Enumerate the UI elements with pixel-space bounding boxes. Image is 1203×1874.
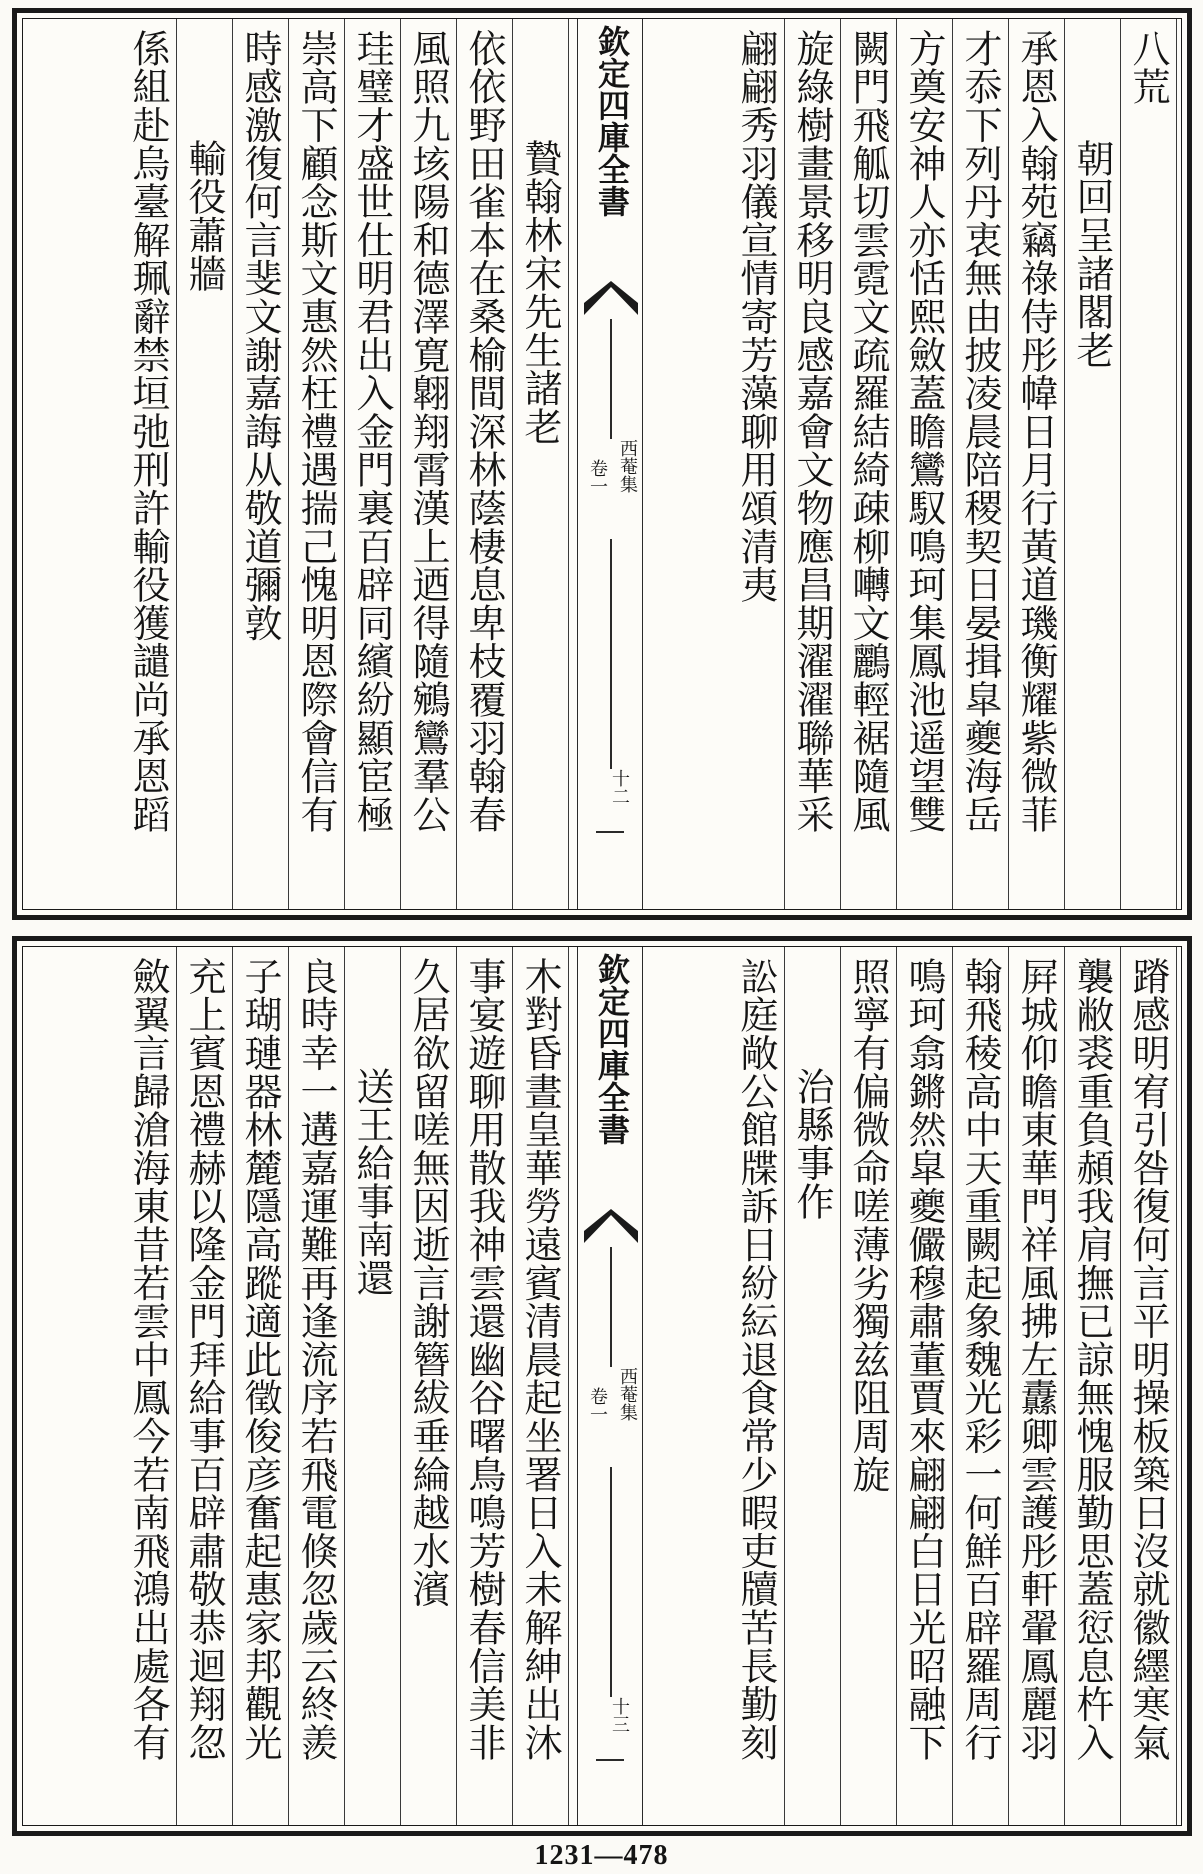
bottom-page bbox=[12, 936, 1192, 1836]
page-number: 十三 bbox=[609, 1697, 630, 1733]
text-column: 斂翼言歸滄海東昔若雲中鳳今若南飛鴻出處各有 bbox=[121, 947, 177, 1825]
text-column: 照寧有偏微命嗟薄劣獨兹阻周旋 bbox=[841, 947, 897, 1825]
collection-title: 欽定四庫全書 bbox=[593, 953, 631, 1145]
text-column: 崇高下顧念斯文惠然枉禮遇揣己愧明恩際會信有 bbox=[289, 19, 345, 909]
page-spine bbox=[577, 947, 643, 1825]
text-column: 子瑚璉器林麓隱高蹤適此徵俊彦奮起惠家邦觀光 bbox=[233, 947, 289, 1825]
poem-title: 輸役蕭牆 bbox=[177, 19, 233, 909]
text-column: 珪璧才盛世仕明君出入金門裏百辟同繽紛顯宦極 bbox=[345, 19, 401, 909]
text-column: 方奠安神人亦恬熙斂蓋瞻鸞馭鳴珂集鳳池遥望雙 bbox=[897, 19, 953, 909]
spine-rule bbox=[596, 1759, 624, 1761]
book-title: 西菴集 bbox=[617, 439, 638, 493]
poem-title: 朝回呈諸閣老 bbox=[1065, 19, 1121, 909]
poem-title: 送王給事南還 bbox=[345, 947, 401, 1825]
collection-title: 欽定四庫全書 bbox=[593, 25, 631, 217]
juan-label: 卷一 bbox=[587, 1387, 608, 1423]
fish-tail-mark bbox=[584, 1209, 638, 1243]
text-column: 蹐感明宥引咎復何言平明操板築日沒就徽纆寒氣 bbox=[1121, 947, 1177, 1825]
text-column: 鳴珂翕鏘然皐夔儼穆肅董賈來翩翩白日光昭融下 bbox=[897, 947, 953, 1825]
center-line bbox=[610, 539, 612, 769]
text-column: 承恩入翰苑竊祿侍彤幃日月行黃道璣衡耀紫微菲 bbox=[1009, 19, 1065, 909]
center-line bbox=[610, 319, 612, 439]
poem-title: 贄翰林宋先生諸老 bbox=[513, 19, 569, 909]
text-column: 屛城仰瞻東華門祥風拂左纛卿雲護彤軒翬鳳麗羽 bbox=[1009, 947, 1065, 1825]
text-column: 良時幸一遘嘉運難再逢流序若飛電倏忽歲云終羨 bbox=[289, 947, 345, 1825]
text-column: 翰飛稜高中天重闕起象魏光彩一何鮮百辟羅周行 bbox=[953, 947, 1009, 1825]
text-column: 係組赴烏臺解珮辭禁垣弛刑許輸役獲譴尚承恩蹈 bbox=[121, 19, 177, 909]
text-column: 久居欲留嗟無因逝言謝簪紱垂綸越水濱 bbox=[401, 947, 457, 1825]
text-column: 依依野田雀本在桑榆間深林蔭棲息卑枝覆羽翰春 bbox=[457, 19, 513, 909]
page-reference: 1231—478 bbox=[534, 1840, 669, 1871]
text-column: 八荒 bbox=[1121, 19, 1177, 909]
text-column: 翩翩秀羽儀宣情寄芳藻聊用頌清夷 bbox=[729, 19, 785, 909]
text-column: 旋綠樹畫景移明良感嘉會文物應昌期濯濯聯華采 bbox=[785, 19, 841, 909]
text-column: 才忝下列丹衷無由披凌晨陪稷契日晏揖皐夔海岳 bbox=[953, 19, 1009, 909]
book-title: 西菴集 bbox=[617, 1367, 638, 1421]
center-line bbox=[610, 1247, 612, 1367]
text-column: 充上賓恩禮赫以隆金門拜給事百辟肅敬恭迴翔忽 bbox=[177, 947, 233, 1825]
text-column: 事宴遊聊用散我神雲還幽谷曙鳥鳴芳樹春信美非 bbox=[457, 947, 513, 1825]
juan-label: 卷一 bbox=[587, 459, 608, 495]
page-number: 十二 bbox=[609, 769, 630, 805]
text-column: 襲敝裘重負頳我肩撫已諒無愧服勤思蓋愆息杵入 bbox=[1065, 947, 1121, 1825]
text-column: 風照九垓陽和德澤寛翺翔霄漢上迺得隨鵷鸞羣公 bbox=[401, 19, 457, 909]
text-column: 時感激復何言斐文謝嘉誨从敬道彌敦 bbox=[233, 19, 289, 909]
fish-tail-mark bbox=[584, 281, 638, 315]
text-column: 木對昏晝皇華勞遠賓清晨起坐署日入未解紳出沐 bbox=[513, 947, 569, 1825]
top-page bbox=[12, 8, 1192, 920]
page-spine bbox=[577, 19, 643, 909]
center-line bbox=[610, 1467, 612, 1697]
text-column: 訟庭敞公館牒訴日紛紜退食常少暇吏牘苦長勤刻 bbox=[729, 947, 785, 1825]
poem-title: 治縣事作 bbox=[785, 947, 841, 1825]
text-column: 闕門飛觚切雲霓文疏羅結綺疎柳囀文鸝輕裾隨風 bbox=[841, 19, 897, 909]
spine-rule bbox=[596, 831, 624, 833]
